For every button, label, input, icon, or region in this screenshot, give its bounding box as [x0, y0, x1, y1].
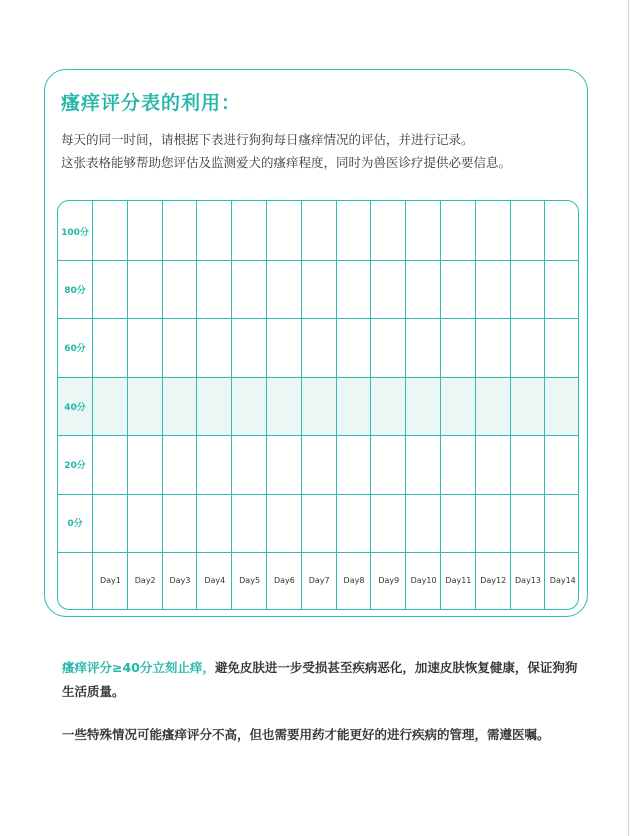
x-label-day10: Day10 — [410, 576, 437, 585]
y-label-80: 80分 — [64, 286, 86, 296]
x-label-day4: Day4 — [204, 576, 226, 585]
x-label-day14: Day14 — [549, 576, 576, 585]
threshold-note — [62, 656, 582, 704]
x-label-day12: Day12 — [480, 576, 507, 585]
grid-vertical-line — [440, 201, 441, 609]
grid-vertical-line — [370, 201, 371, 609]
grid-vertical-line — [92, 201, 93, 609]
threshold-note-highlight: 瘙痒评分≥40分立刻止痒， — [62, 660, 215, 675]
x-label-day6: Day6 — [273, 576, 295, 585]
threshold-note-rest: 避免皮肤进一步受损甚至疾病恶化，加速皮肤恢复健康，保证狗狗生活质量。 — [62, 660, 578, 699]
y-label-20: 20分 — [64, 461, 86, 471]
grid-vertical-line — [266, 201, 267, 609]
y-label-100: 100分 — [61, 228, 89, 238]
grid-horizontal-line — [58, 318, 578, 319]
x-label-day8: Day8 — [343, 576, 365, 585]
grid-horizontal-line — [58, 260, 578, 261]
itch-score-card — [44, 69, 588, 617]
grid-vertical-line — [196, 201, 197, 609]
intro-line-1: 每天的同一时间，请根据下表进行狗狗每日瘙痒情况的评估，并进行记录。 — [61, 132, 474, 147]
grid-vertical-line — [510, 201, 511, 609]
y-label-0: 0分 — [67, 519, 83, 529]
grid-horizontal-line — [58, 494, 578, 495]
x-label-day13: Day13 — [515, 576, 541, 585]
y-label-60: 60分 — [64, 344, 86, 354]
x-label-day9: Day9 — [378, 576, 400, 585]
grid-vertical-line — [231, 201, 232, 609]
grid-vertical-line — [405, 201, 406, 609]
page-edge-divider — [628, 0, 629, 836]
grid-vertical-line — [544, 201, 545, 609]
intro-text — [61, 128, 581, 174]
intro-line-2: 这张表格能够帮助您评估及监测爱犬的瘙痒程度，同时为兽医诊疗提供必要信息。 — [61, 155, 512, 170]
itch-score-grid — [57, 200, 579, 610]
grid-horizontal-line — [58, 552, 578, 553]
x-label-day11: Day11 — [445, 576, 472, 585]
threshold-highlight-row — [58, 376, 578, 435]
y-label-40: 40分 — [64, 403, 86, 413]
x-label-day3: Day3 — [169, 576, 191, 585]
x-label-day2: Day2 — [134, 576, 156, 585]
x-label-day5: Day5 — [239, 576, 261, 585]
grid-vertical-line — [475, 201, 476, 609]
x-label-day7: Day7 — [308, 576, 330, 585]
special-case-note: 一些特殊情况可能瘙痒评分不高，但也需要用药才能更好的进行疾病的管理，需遵医嘱。 — [62, 727, 550, 742]
grid-vertical-line — [336, 201, 337, 609]
x-label-day1: Day1 — [99, 576, 121, 585]
grid-horizontal-line — [58, 435, 578, 436]
grid-vertical-line — [301, 201, 302, 609]
card-title: 瘙痒评分表的利用： — [61, 92, 242, 114]
grid-vertical-line — [127, 201, 128, 609]
grid-vertical-line — [162, 201, 163, 609]
grid-horizontal-line — [58, 377, 578, 378]
